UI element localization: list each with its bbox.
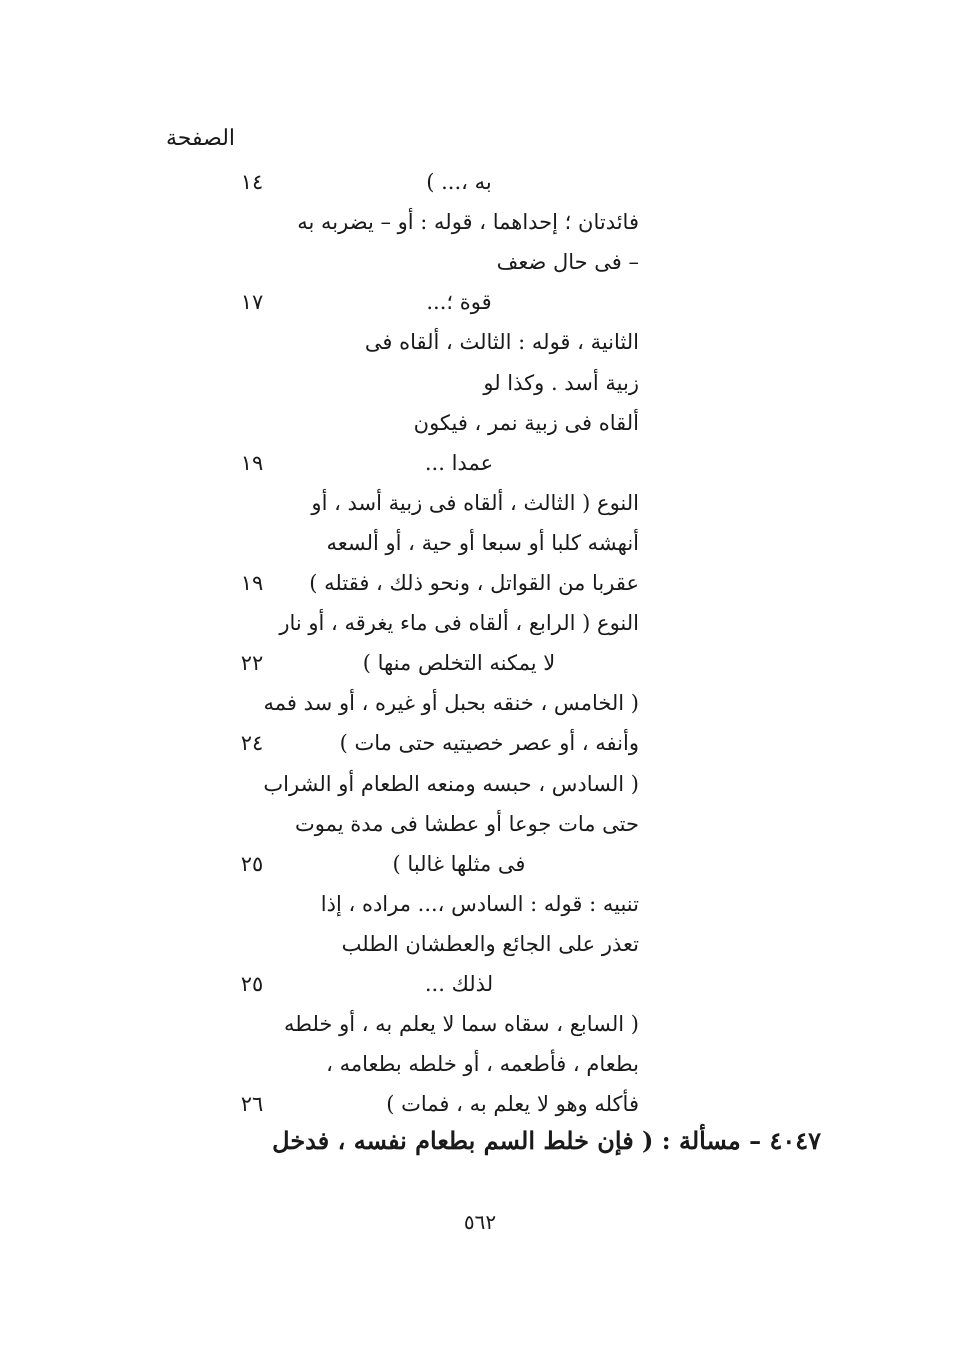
index-entry-text: حتى مات جوعا أو عطشا فى مدة يموت	[294, 811, 639, 836]
index-entry-line	[0, 403, 957, 443]
issue-text: – مسألة : ( فإن خلط السم بطعام نفسه ، فدخل	[272, 1126, 762, 1155]
index-entry-line	[0, 764, 957, 804]
index-entry-page-number: ٢٦	[240, 1092, 264, 1117]
index-entry-page-number: ١٧	[240, 290, 264, 315]
index-entry-page-number: ١٤	[240, 170, 264, 194]
index-entry-text: لذلك ...	[424, 972, 494, 996]
index-entry-line	[0, 643, 957, 683]
index-entry-line	[0, 603, 957, 643]
index-entry-line	[0, 804, 957, 844]
page-column-header: الصفحة	[166, 126, 236, 151]
index-entry-text: فى مثلها غالبا )	[392, 851, 526, 876]
index-entry-line	[0, 844, 957, 884]
index-entry-line	[0, 964, 957, 1004]
index-entry-line	[0, 1084, 957, 1124]
index-entry-page-number: ٢٥	[240, 972, 264, 996]
index-entry-line	[0, 723, 957, 763]
index-entry-text: فائدتان ؛ إحداهما ، قوله : أو – يضربه به	[297, 210, 639, 235]
index-entry-line	[0, 483, 957, 523]
index-entry-text: عمدا ...	[424, 450, 494, 475]
index-entry-text: ( السادس ، حبسه ومنعه الطعام أو الشراب	[263, 771, 639, 796]
index-entry-text: عقربا من القواتل ، ونحو ذلك ، فقتله )	[309, 571, 639, 595]
index-entry-text: بطعام ، فأطعمه ، أو خلطه بطعامه ،	[326, 1052, 639, 1077]
index-entry-text: ( السابع ، سقاه سما لا يعلم به ، أو خلطه	[283, 1012, 639, 1037]
index-entry-line	[0, 563, 957, 603]
index-entry-line	[0, 1044, 957, 1084]
index-entry-text: أنهشه كلبا أو سبعا أو حية ، أو ألسعه	[326, 530, 639, 555]
index-entry-text: لا يمكنه التخلص منها )	[362, 651, 556, 676]
index-entry-line	[0, 242, 957, 282]
index-entry-line	[0, 924, 957, 964]
page-folio-number: ٥٦٢	[463, 1210, 497, 1234]
index-entry-line	[0, 884, 957, 924]
index-entry-text: فأكله وهو لا يعلم به ، فمات )	[386, 1092, 639, 1117]
index-entry-text: الثانية ، قوله : الثالث ، ألقاه فى	[364, 330, 639, 355]
index-entry-text: وأنفه ، أو عصر خصيتيه حتى مات )	[339, 731, 639, 756]
index-entry-line	[0, 322, 957, 362]
index-entry-page-number: ٢٥	[240, 851, 264, 876]
index-entry-text: – فى حال ضعف	[496, 250, 639, 275]
index-entry-text: به ،... )	[426, 170, 492, 194]
index-entry-page-number: ٢٢	[240, 651, 264, 676]
index-entry-line	[0, 523, 957, 563]
index-entry-line	[0, 282, 957, 322]
index-entry-text: تنبيه : قوله : السادس ،... مراده ، إذا	[320, 891, 639, 916]
index-entry-line	[0, 443, 957, 483]
index-entry-line	[0, 202, 957, 242]
index-entry-line	[0, 162, 957, 202]
index-entry-page-number: ١٩	[240, 450, 264, 475]
index-entry-text: النوع ( الرابع ، ألقاه فى ماء يغرقه ، أو نار	[279, 611, 639, 636]
index-entry-text: النوع ( الثالث ، ألقاه فى زبية أسد ، أو	[311, 490, 639, 515]
index-entry-line	[0, 1004, 957, 1044]
index-entry-page-number: ١٩	[240, 571, 264, 595]
index-entry-line	[0, 683, 957, 723]
index-entry-page-number: ٢٤	[240, 731, 264, 756]
index-entry-text: تعذر على الجائع والعطشان الطلب	[341, 931, 639, 956]
index-entry-text: قوة ؛...	[426, 290, 492, 315]
index-entry-text: ( الخامس ، خنقه بحبل أو غيره ، أو سد فمه	[263, 691, 639, 716]
issue-number: ٤٠٤٧	[769, 1126, 821, 1155]
index-entry-text: ألقاه فى زبية نمر ، فيكون	[413, 410, 639, 435]
index-entry-line	[0, 363, 957, 403]
issue-heading	[261, 1124, 821, 1158]
index-entry-text: زبية أسد . وكذا لو	[483, 370, 639, 395]
